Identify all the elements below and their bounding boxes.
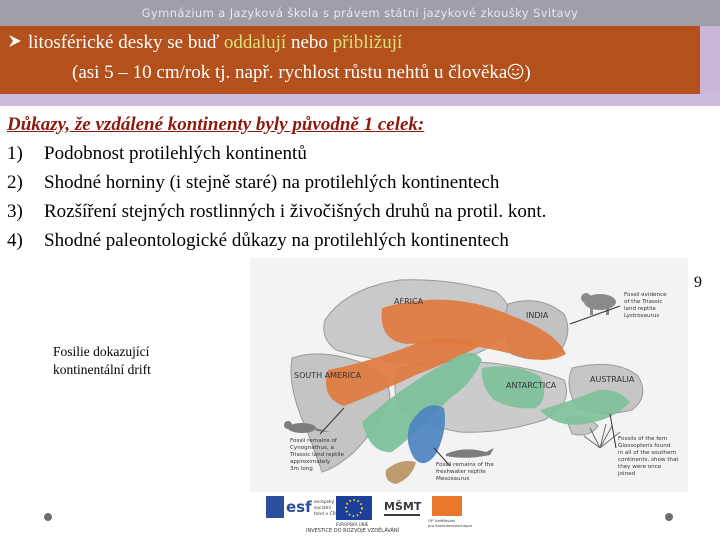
svg-text:joined: joined	[618, 471, 636, 477]
svg-text:land reptile: land reptile	[624, 306, 656, 312]
list-item: 2) Shodné horniny (i stejně staré) na protilehlých kontinentech	[7, 172, 500, 193]
label-africa: AFRICA	[394, 297, 424, 306]
svg-text:sociální: sociální	[314, 506, 331, 511]
decorative-dot	[665, 513, 673, 521]
svg-text:Triassic land reptile: Triassic land reptile	[290, 452, 344, 458]
banner-text: litosférické desky se buď	[28, 32, 224, 53]
svg-text:approximately: approximately	[290, 459, 331, 465]
svg-text:in all of the southern: in all of the southern	[618, 450, 677, 456]
svg-text:EVROPSKÁ UNIE: EVROPSKÁ UNIE	[336, 522, 369, 527]
evidence-heading: Důkazy, že vzdálené kontinenty byly původně 1 celek:	[7, 114, 425, 135]
svg-text:Fossil remains of: Fossil remains of	[290, 438, 337, 444]
highlight-word: oddalují	[223, 32, 287, 53]
arrow-bullet-icon	[8, 32, 28, 54]
figure-caption: Fosilie dokazující kontinentální drift	[53, 344, 151, 377]
svg-text:Cynognathus, a: Cynognathus, a	[290, 445, 334, 451]
svg-text:Lystrosaurus: Lystrosaurus	[624, 313, 660, 319]
banner-line-1	[8, 32, 402, 54]
list-item: 3) Rozšíření stejných rostlinných i živočišných druhů na protil. kont.	[7, 201, 547, 222]
school-name: Gymnázium a Jazyková škola s právem státní jazykové zkoušky Svitavy	[141, 6, 579, 20]
accent-band	[0, 94, 720, 106]
decorative-dot	[44, 513, 52, 521]
banner-text: nebo	[286, 32, 333, 53]
msmt-logo	[384, 500, 422, 516]
mesosaurus-icon	[446, 448, 494, 458]
svg-text:OP Vzdělávání: OP Vzdělávání	[428, 518, 456, 523]
svg-text:Fossils of the fern: Fossils of the fern	[618, 436, 668, 442]
footer-logos	[262, 494, 472, 534]
svg-text:MŠMT: MŠMT	[384, 500, 422, 513]
svg-text:evropský: evropský	[314, 500, 335, 505]
svg-text:of the Triassic: of the Triassic	[624, 299, 663, 305]
svg-text:they were once: they were once	[618, 464, 662, 470]
svg-text:freshwater reptile: freshwater reptile	[436, 469, 486, 475]
svg-text:Fossil remains of the: Fossil remains of the	[436, 462, 494, 468]
label-australia: AUSTRALIA	[590, 375, 635, 384]
svg-text:Glossopteris found: Glossopteris found	[618, 443, 671, 449]
banner-line-2	[72, 62, 531, 84]
banner-text: (asi 5 – 10 cm/rok tj. např. rychlost růstu nehtů u člověka	[72, 62, 508, 83]
svg-text:Mesosaurus: Mesosaurus	[436, 476, 470, 482]
esf-logo	[266, 496, 336, 518]
label-india: INDIA	[526, 311, 549, 320]
lystrosaurus-icon	[581, 293, 616, 315]
list-item: 1) Podobnost protilehlých kontinentů	[7, 143, 307, 164]
smiley-icon	[507, 62, 524, 83]
highlight-word: přibližují	[332, 32, 403, 53]
svg-text:Fossil evidence: Fossil evidence	[624, 292, 667, 298]
eu-flag-logo	[336, 496, 372, 527]
label-antarctica: ANTARCTICA	[506, 381, 557, 390]
label-south-america: SOUTH AMERICA	[294, 371, 362, 380]
svg-text:continents, show that: continents, show that	[618, 457, 679, 463]
svg-text:fond v ČR: fond v ČR	[314, 512, 336, 517]
list-item: 4) Shodné paleontologické důkazy na protilehlých kontinentech	[7, 230, 509, 251]
svg-text:3m long: 3m long	[290, 466, 313, 472]
gondwana-fossil-map	[250, 258, 688, 492]
op-logo	[428, 496, 472, 528]
svg-text:esf: esf	[286, 498, 312, 516]
page-number: 9	[694, 274, 702, 291]
footer-tagline: INVESTICE DO ROZVOJE VZDĚLÁVÁNÍ	[306, 528, 400, 534]
banner-text: )	[524, 62, 531, 83]
svg-text:pro konkurenceschopnost: pro konkurenceschopnost	[428, 523, 472, 528]
